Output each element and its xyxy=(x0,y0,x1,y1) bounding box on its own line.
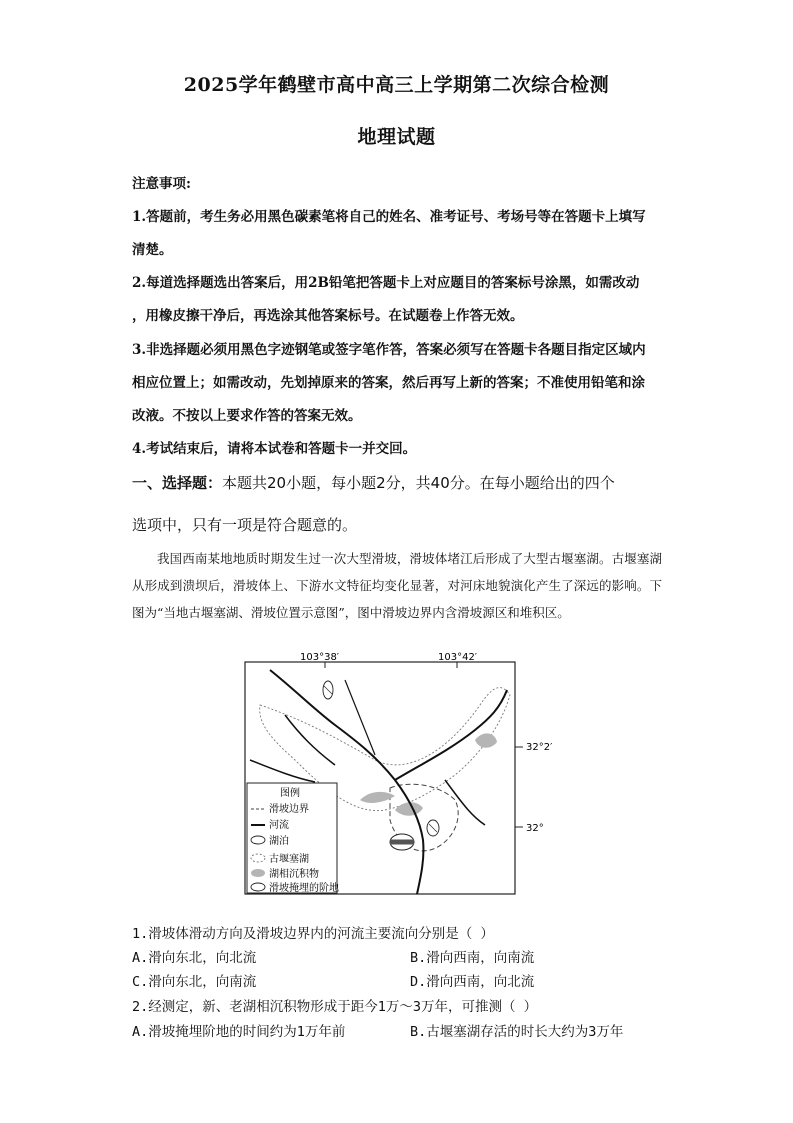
option-d[interactable]: D.滑向西南，向北流 xyxy=(410,974,535,990)
reading-passage xyxy=(132,545,662,626)
option-b[interactable]: B.滑向西南，向南流 xyxy=(410,950,535,966)
notes-line: 1.答题前，考生务必用黑色碳素笔将自己的姓名、准考证号、考场号等在答题卡上填写 xyxy=(132,209,646,225)
option-b[interactable]: B.古堰塞湖存活的时长大约为3万年 xyxy=(410,1024,624,1040)
section-text: 本题共20小题，每小题2分，共40分。在每小题给出的四个 xyxy=(222,474,615,492)
legend-title: 图例 xyxy=(280,788,300,799)
question-stem: 2.经测定，新、老湖相沉积物形成于距今1万～3万年，可推测（ ） xyxy=(132,999,538,1015)
legend-item: 滑坡边界 xyxy=(269,804,309,815)
exam-title: 2025学年鹤壁市高中高三上学期第二次综合检测 xyxy=(183,74,610,96)
option-a[interactable]: A.滑坡掩埋阶地的时间约为1万年前 xyxy=(132,1024,346,1040)
lon-label: 103°42′ xyxy=(438,652,478,663)
notes-line: 2.每道选择题选出答案后，用2B铅笔把答题卡上对应题目的答案标号涂黑，如需改动 xyxy=(132,275,640,291)
section-label: 一、选择题： xyxy=(132,474,223,492)
legend-swatch xyxy=(251,883,265,891)
legend-item: 滑坡掩埋的阶地 xyxy=(269,883,339,894)
notes-line: ，用橡皮擦干净后，再选涂其他答案标号。在试题卷上作答无效。 xyxy=(132,308,524,324)
legend-item: 古堰塞湖 xyxy=(269,854,309,865)
lon-label: 103°38′ xyxy=(300,652,340,663)
option-a[interactable]: A.滑向东北，向北流 xyxy=(132,950,257,966)
exam-subtitle: 地理试题 xyxy=(357,126,436,148)
lat-label: 32°2′ xyxy=(526,742,553,753)
section-text-2: 选项中，只有一项是符合题意的。 xyxy=(132,516,358,534)
option-c[interactable]: C.滑向东北，向南流 xyxy=(132,974,257,990)
notes-heading: 注意事项: xyxy=(132,176,191,192)
legend-swatch xyxy=(251,836,265,844)
notes-line: 4.考试结束后，请将本试卷和答题卡一并交回。 xyxy=(132,441,417,457)
section-heading xyxy=(132,472,615,493)
legend-item: 河流 xyxy=(269,820,289,831)
question-stem: 1.滑坡体滑动方向及滑坡边界内的河流主要流向分别是（ ） xyxy=(132,926,494,942)
notes-line: 3.非选择题必须用黑色字迹钢笔或签字笔作答，答案必须写在答题卡各题目指定区域内 xyxy=(132,342,646,358)
lat-label: 32° xyxy=(526,823,544,834)
legend-item: 湖泊 xyxy=(269,836,289,847)
notes-line: 改液。不按以上要求作答的答案无效。 xyxy=(132,408,362,424)
notes-line: 相应位置上；如需改动，先划掉原来的答案，然后再写上新的答案；不准使用铅笔和涂 xyxy=(132,375,645,391)
notes-line: 清楚。 xyxy=(132,242,173,258)
legend-swatch xyxy=(251,869,265,877)
landslide-map xyxy=(245,650,553,900)
passage-text: 我国西南某地地质时期发生过一次大型滑坡，滑坡体堵江后形成了大型古堰塞湖。古堰塞湖从形成到溃坝后，滑坡体上、下游水文特征均变化显著，对河床地貌演化产生了深远的影响。下图为“当地古堰塞湖、滑坡位置示意图”，图中滑坡边界内含滑坡源区和堆积区。 xyxy=(132,551,662,620)
legend-item: 湖相沉积物 xyxy=(269,869,319,880)
